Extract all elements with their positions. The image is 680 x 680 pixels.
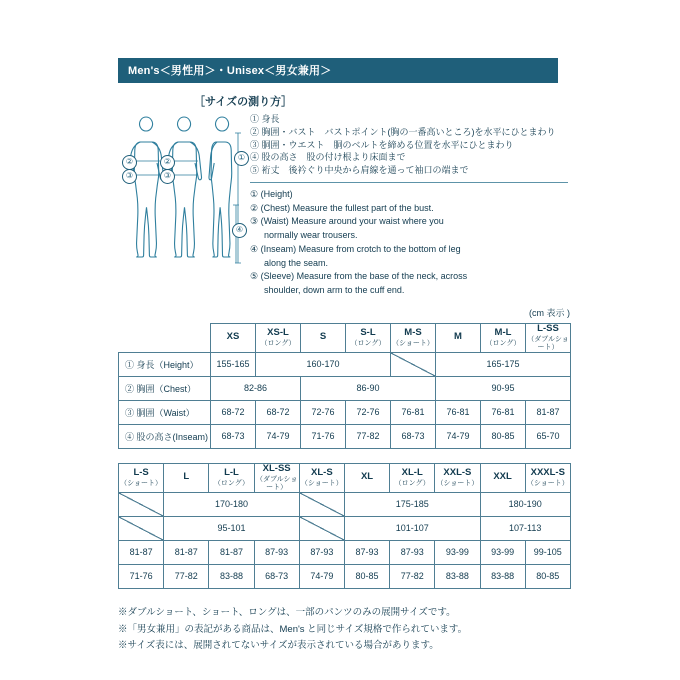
cell2-inseam-5: 80-85 <box>344 564 389 588</box>
col-header-l-l: L-L （ロング） <box>209 463 254 492</box>
table-row <box>119 352 571 376</box>
measure-jp-4: ④ 股の高さ 股の付け根より床面まで <box>250 152 406 163</box>
cell2-chest-blank-1 <box>119 516 164 540</box>
cell2-waist-8: 93-99 <box>480 540 525 564</box>
cell-waist-5: 76-81 <box>436 400 481 424</box>
table-row <box>119 424 571 448</box>
measure-en-4: ④ (Inseam) Measure from crotch to the bottom of leg <box>250 243 461 254</box>
cell2-height-170-180: 170-180 <box>164 492 300 516</box>
cell2-waist-5: 87-93 <box>344 540 389 564</box>
table-row <box>119 492 571 516</box>
row-label-chest: ② 胸囲（Chest） <box>119 376 211 400</box>
measure-jp-1: ① 身長 <box>250 114 280 124</box>
cell-inseam-3: 77-82 <box>346 424 391 448</box>
cell-waist-1: 68-72 <box>256 400 301 424</box>
cell-inseam-4: 68-73 <box>391 424 436 448</box>
col-header-xl: XL <box>344 463 389 492</box>
cell2-waist-6: 87-93 <box>390 540 435 564</box>
cell-inseam-2: 71-76 <box>301 424 346 448</box>
table-corner-cell <box>119 323 211 352</box>
col-header-xl-l: XL-L （ロング） <box>390 463 435 492</box>
col-header-xl-ss: XL-SS （ダブルショート） <box>255 462 298 491</box>
cell-height-165-175: 165-175 <box>436 352 571 376</box>
col-header-xxl-s: XXL-S （ショート） <box>435 463 480 492</box>
measure-en-2: ② (Chest) Measure the fullest part of the bust. <box>250 202 434 213</box>
table-row <box>119 376 571 400</box>
human-figures-svg <box>118 113 248 283</box>
measure-en-5-cont: shoulder, down arm to the cuff end. <box>264 285 405 296</box>
cell-waist-7: 81-87 <box>526 400 571 424</box>
row-label-height: ① 身長（Height） <box>119 352 211 376</box>
table-row <box>119 400 571 424</box>
table-row <box>119 564 571 588</box>
cell2-inseam-3: 68-73 <box>254 564 299 588</box>
callout-chest-back: ② <box>160 155 175 170</box>
cell2-waist-1: 81-87 <box>164 540 209 564</box>
footnotes <box>118 605 620 655</box>
cell-waist-3: 72-76 <box>346 400 391 424</box>
col-header-s: S <box>301 323 346 352</box>
measure-en-3-cont: normally wear trousers. <box>264 230 358 241</box>
cell-chest-90-95: 90-95 <box>436 376 571 400</box>
table-header-row <box>119 463 571 492</box>
cell2-inseam-2: 83-88 <box>209 564 254 588</box>
cell2-inseam-1: 77-82 <box>164 564 209 588</box>
cell-height-xs: 155-165 <box>211 352 256 376</box>
measure-jp-3: ③ 胴囲・ウエスト 胴のベルトを締める位置を水平にひとまわり <box>250 139 514 150</box>
cell-inseam-5: 74-79 <box>436 424 481 448</box>
measure-en-1: ① (Height) <box>250 188 293 199</box>
footnote-2: ※「男女兼用」の表記がある商品は、Men's と同じサイズ規格で作られています。 <box>118 623 468 635</box>
callout-inseam: ④ <box>232 223 247 238</box>
cell-inseam-1: 74-79 <box>256 424 301 448</box>
cell2-height-180-190: 180-190 <box>480 492 570 516</box>
row-label-inseam: ④ 股の高さ(Inseam) <box>119 424 211 448</box>
cell2-chest-107-113: 107-113 <box>480 516 570 540</box>
unit-note: (cm 表示 ) <box>529 307 570 318</box>
text-divider <box>250 182 568 183</box>
col-header-xs: XS <box>211 323 256 352</box>
size-table-secondary <box>118 463 571 589</box>
row-label-waist: ③ 胴囲（Waist） <box>119 400 211 424</box>
page-title: Men's＜男性用＞・Unisex＜男女兼用＞ <box>118 58 558 83</box>
col-header-xs-l: XS-L （ロング） <box>256 323 301 352</box>
cell-chest-86-90: 86-90 <box>301 376 436 400</box>
cell2-waist-4: 87-93 <box>299 540 344 564</box>
cell-chest-82-86: 82-86 <box>211 376 301 400</box>
cell2-height-blank-1 <box>119 492 164 516</box>
col-header-m: M <box>436 323 481 352</box>
col-header-m-s: M-S （ショート） <box>391 323 436 352</box>
measure-jp-5: ⑤ 裄丈 後衿ぐり中央から肩線を通って袖口の端まで <box>250 165 469 176</box>
measurement-text <box>248 113 568 298</box>
table-header-row <box>119 323 571 352</box>
cell-inseam-7: 65-70 <box>526 424 571 448</box>
cell-height-blank <box>391 352 436 376</box>
cell2-waist-3: 87-93 <box>254 540 299 564</box>
cell-inseam-0: 68-73 <box>211 424 256 448</box>
body-figures-illustration <box>118 113 248 283</box>
cell2-height-175-185: 175-185 <box>344 492 480 516</box>
callout-waist-back: ③ <box>160 169 175 184</box>
cell2-waist-2: 81-87 <box>209 540 254 564</box>
cell2-chest-blank-2 <box>299 516 344 540</box>
table-row <box>119 516 571 540</box>
cell-waist-0: 68-72 <box>211 400 256 424</box>
cell-waist-2: 72-76 <box>301 400 346 424</box>
cell2-waist-0: 81-87 <box>119 540 164 564</box>
measure-en-3: ③ (Waist) Measure around your waist where you <box>250 216 444 227</box>
cell2-chest-101-107: 101-107 <box>344 516 480 540</box>
cell-waist-4: 76-81 <box>391 400 436 424</box>
measurement-en-list <box>250 188 568 297</box>
cell-height-160-170: 160-170 <box>256 352 391 376</box>
measure-jp-2: ② 胸囲・バスト バストポイント(胸の一番高いところ)を水平にひとまわり <box>250 126 556 137</box>
cell2-inseam-4: 74-79 <box>299 564 344 588</box>
col-header-m-l: M-L （ロング） <box>481 323 526 352</box>
measure-en-4-cont: along the seam. <box>264 257 329 268</box>
cell2-height-blank-2 <box>299 492 344 516</box>
footnote-1: ※ダブルショート、ショート、ロングは、一部のパンツのみの展開サイズです。 <box>118 606 456 618</box>
col-header-xxxl-s: XXXL-S （ショート） <box>525 463 570 492</box>
cell2-inseam-8: 83-88 <box>480 564 525 588</box>
col-header-xxl: XXL <box>480 463 525 492</box>
col-header-l: L <box>164 463 209 492</box>
footnote-3: ※サイズ表には、展開されてないサイズが表示されている場合があります。 <box>118 640 439 652</box>
size-table-primary <box>118 323 571 449</box>
cell2-waist-7: 93-99 <box>435 540 480 564</box>
cell2-waist-9: 99-105 <box>525 540 570 564</box>
cell-waist-6: 76-81 <box>481 400 526 424</box>
measure-en-5: ⑤ (Sleeve) Measure from the base of the neck, across <box>250 271 468 282</box>
cell2-inseam-7: 83-88 <box>435 564 480 588</box>
cell2-inseam-6: 77-82 <box>390 564 435 588</box>
cell-inseam-6: 80-85 <box>481 424 526 448</box>
col-header-s-l: S-L （ロング） <box>346 323 391 352</box>
cell2-inseam-9: 80-85 <box>525 564 570 588</box>
callout-waist-front: ③ <box>122 169 137 184</box>
col-header-l-s: L-S （ショート） <box>119 463 164 492</box>
callout-chest-front: ② <box>122 155 137 170</box>
measurement-guide <box>118 93 570 298</box>
col-header-xl-s: XL-S （ショート） <box>299 463 344 492</box>
measurement-jp-list <box>250 113 568 177</box>
cell2-inseam-0: 71-76 <box>119 564 164 588</box>
measurement-heading: ［サイズの測り方］ <box>194 96 293 108</box>
callout-height: ① <box>234 151 249 166</box>
table-row <box>119 540 571 564</box>
col-header-l-ss: L-SS （ダブルショート） <box>527 322 569 351</box>
cell2-chest-95-101: 95-101 <box>164 516 300 540</box>
